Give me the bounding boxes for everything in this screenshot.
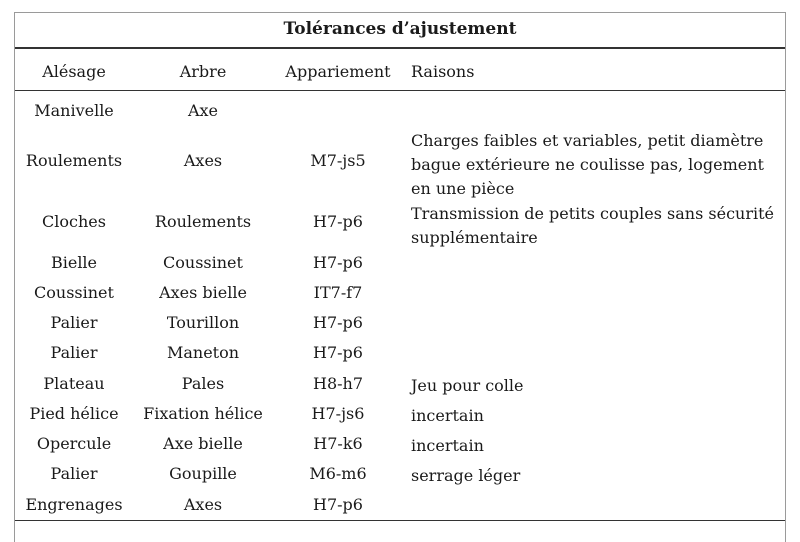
cell-alesage: Palier	[50, 343, 98, 362]
cell-alesage: Cloches	[42, 212, 106, 231]
cell-alesage: Coussinet	[34, 283, 114, 302]
cell-arbre: Goupille	[169, 464, 237, 483]
cell-appariement: H7-p6	[313, 313, 363, 332]
cell-raisons: Jeu pour colle	[411, 376, 524, 395]
cell-alesage: Engrenages	[25, 495, 123, 514]
cell-appariement: H7-p6	[313, 343, 363, 362]
cell-alesage: Opercule	[36, 434, 112, 453]
cell-appariement: H7-p6	[313, 212, 363, 231]
cell-appariement: H8-h7	[312, 374, 364, 393]
table-title: Tolérances d’ajustement	[15, 13, 785, 49]
cell-raisons: incertain	[411, 436, 484, 455]
header-arbre: Arbre	[179, 62, 227, 81]
cell-arbre: Coussinet	[163, 253, 243, 272]
header-appariement: Appariement	[285, 62, 391, 81]
cell-alesage: Palier	[50, 313, 98, 332]
cell-arbre: Axes	[183, 151, 223, 170]
cell-appariement: IT7-f7	[313, 283, 363, 302]
cell-arbre: Pales	[181, 374, 225, 393]
cell-appariement: H7-p6	[313, 253, 363, 272]
cell-raisons: Transmission de petits couples sans sécurité supplémentaire	[411, 204, 774, 247]
cell-appariement: M6-m6	[309, 464, 367, 483]
cell-alesage: Manivelle	[34, 101, 114, 120]
cell-appariement: H7-p6	[313, 495, 363, 514]
cell-raisons: serrage léger	[411, 466, 521, 485]
header-raisons: Raisons	[411, 62, 475, 81]
cell-arbre: Axe	[187, 101, 219, 120]
cell-appariement: H7-k6	[313, 434, 363, 453]
cell-arbre: Fixation hélice	[143, 404, 263, 423]
cell-alesage: Pied hélice	[29, 404, 119, 423]
cell-raisons: incertain	[411, 406, 484, 425]
header-alesage: Alésage	[42, 62, 106, 81]
cell-arbre: Axes bielle	[159, 283, 247, 302]
cell-alesage: Palier	[50, 464, 98, 483]
header-rule	[15, 90, 785, 91]
cell-appariement: H7-js6	[311, 404, 365, 423]
cell-arbre: Tourillon	[166, 313, 240, 332]
cell-alesage: Roulements	[25, 151, 123, 170]
cell-arbre: Axe bielle	[163, 434, 243, 453]
cell-alesage: Plateau	[43, 374, 105, 393]
cell-arbre: Roulements	[154, 212, 252, 231]
bottom-rule	[15, 520, 785, 521]
cell-alesage: Bielle	[50, 253, 98, 272]
tolerance-table	[14, 12, 786, 542]
cell-appariement: M7-js5	[310, 151, 366, 170]
cell-raisons: Charges faibles et variables, petit diamètre bague extérieure ne coulisse pas, logement en une pièce	[411, 131, 764, 198]
cell-arbre: Maneton	[166, 343, 240, 362]
cell-arbre: Axes	[183, 495, 223, 514]
